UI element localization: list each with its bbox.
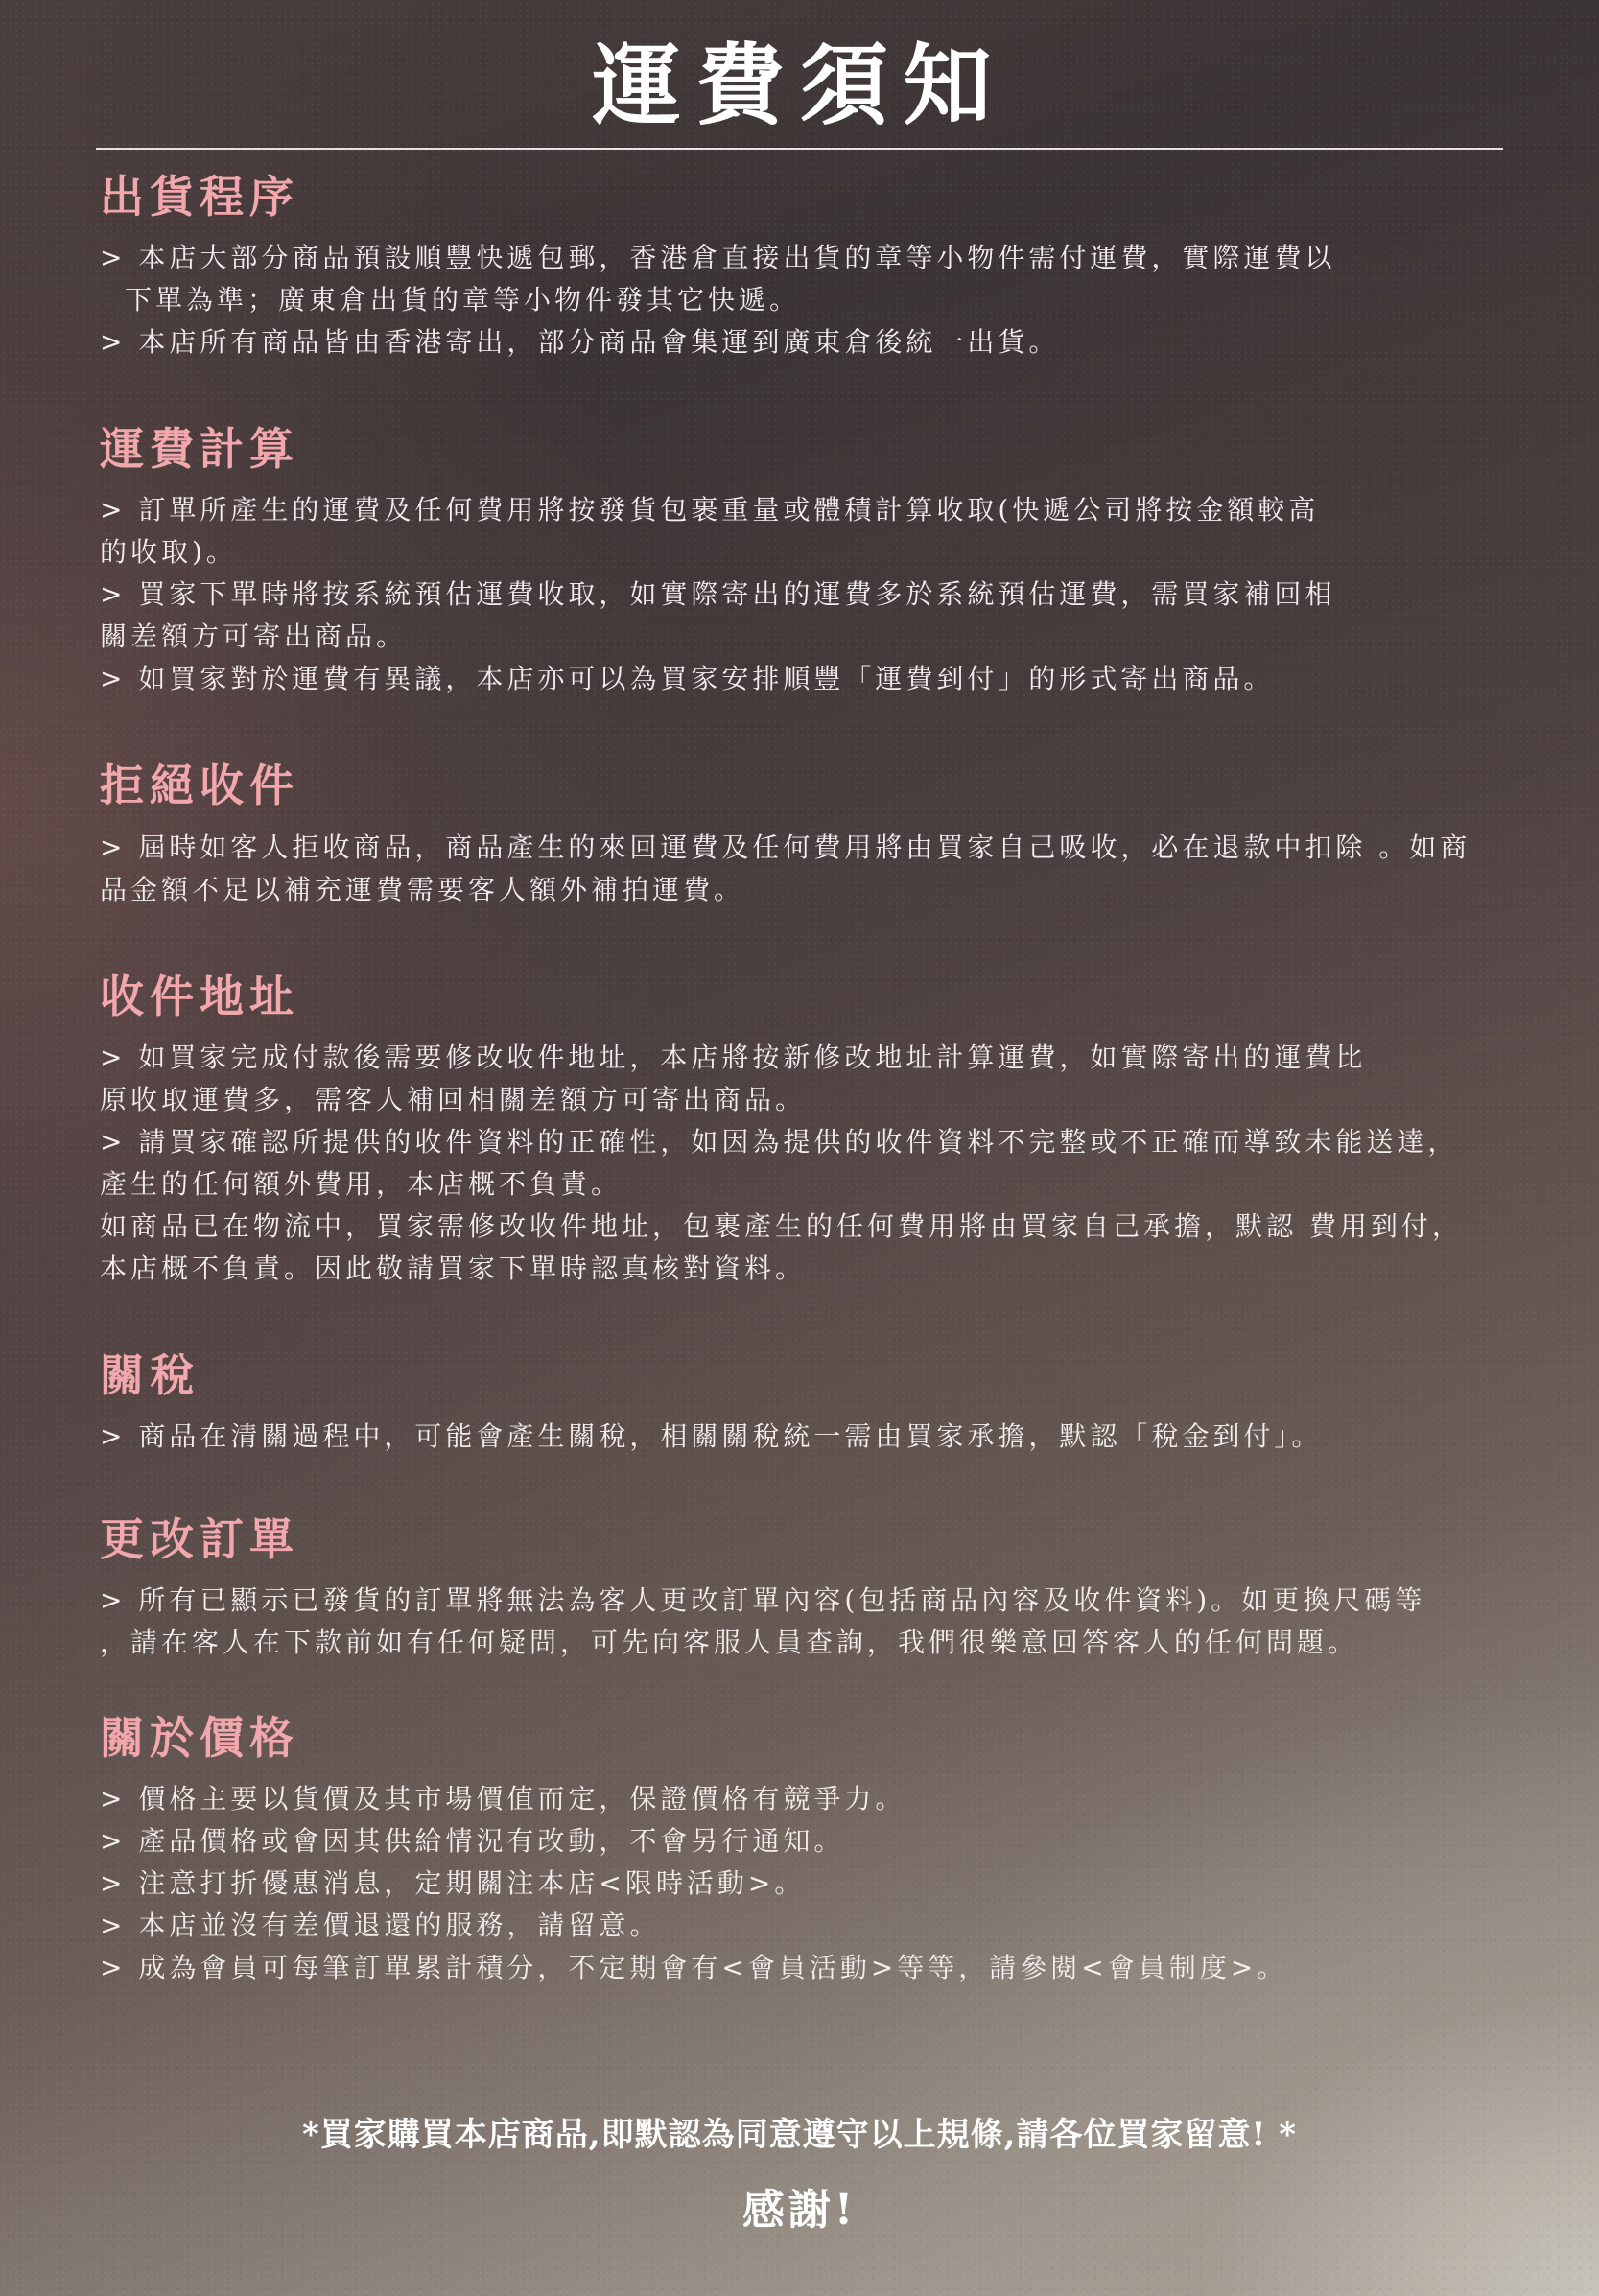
section-line: > 訂單所產生的運費及任何費用將按發貨包裹重量或體積計算收取(快遞公司將按金額較高 xyxy=(100,494,1320,527)
page-title: 運費須知 xyxy=(592,34,1007,137)
section-shipping-calculation xyxy=(100,423,1500,700)
section-line: 關差額方可寄出商品。 xyxy=(100,621,408,653)
section-line: 如商品已在物流中，買家需修改收件地址，包裹產生的任何費用將由買家自己承擔，默認 費用到付， xyxy=(100,1209,1463,1242)
section-line: > 買家下單時將按系統預估運費收取，如實際寄出的運費多於系統預估運費，需買家補回相 xyxy=(100,578,1336,611)
section-line: > 本店並沒有差價退還的服務，請留意。 xyxy=(100,1909,661,1942)
section-heading: 收件地址 xyxy=(100,970,299,1022)
title-divider xyxy=(96,148,1503,150)
section-heading: 運費計算 xyxy=(100,423,299,476)
section-line: 品金額不足以補充運費需要客人額外補拍運費。 xyxy=(100,873,745,905)
section-line: > 本店所有商品皆由香港寄出，部分商品會集運到廣東倉後統一出貨。 xyxy=(100,326,1060,359)
notice-content xyxy=(100,171,1500,1989)
section-line: > 所有已顯示已發貨的訂單將無法為客人更改訂單內容(包括商品內容及收件資料)。如更換尺碼等 xyxy=(100,1584,1426,1617)
section-line: > 本店大部分商品預設順豐快遞包郵，香港倉直接出貨的章等小物件需付運費，實際運費以 xyxy=(100,242,1336,274)
section-heading: 更改訂單 xyxy=(100,1512,299,1565)
section-line: > 如買家完成付款後需要修改收件地址，本店將按新修改地址計算運費，如實際寄出的運費比 xyxy=(100,1041,1367,1073)
section-heading: 拒絕收件 xyxy=(100,760,299,812)
section-line: 原收取運費多，需客人補回相關差額方可寄出商品。 xyxy=(100,1083,807,1115)
section-line: 下單為準；廣東倉出貨的章等小物件發其它快遞。 xyxy=(125,284,801,316)
section-heading: 出貨程序 xyxy=(100,171,299,223)
section-order-change xyxy=(100,1513,1500,1664)
section-heading: 關稅 xyxy=(100,1348,200,1401)
section-line: 的收取)。 xyxy=(100,536,237,569)
section-pricing xyxy=(100,1712,1500,1989)
section-line: > 產品價格或會因其供給情況有改動，不會另行通知。 xyxy=(100,1825,845,1858)
section-refuse-delivery xyxy=(100,760,1500,910)
section-line: > 如買家對於運費有異議，本店亦可以為買家安排順豐「運費到付」的形式寄出商品。 xyxy=(100,663,1275,695)
section-heading: 關於價格 xyxy=(100,1712,299,1765)
section-line: > 屆時如客人拒收商品，商品產生的來回運費及任何費用將由買家自己吸收，必在退款中扣除 。如商 xyxy=(100,831,1471,863)
section-shipping-procedure xyxy=(100,171,1500,363)
section-line: > 請買家確認所提供的收件資料的正確性，如因為提供的收件資料不完整或不正確而導致未能送達， xyxy=(100,1125,1459,1158)
section-line: > 成為會員可每筆訂單累計積分，不定期會有<會員活動>等等，請參閱<會員制度>。 xyxy=(100,1952,1288,1984)
section-delivery-address xyxy=(100,971,1500,1290)
section-customs-duty xyxy=(100,1349,1500,1458)
section-line: > 注意打折優惠消息，定期關注本店<限時活動>。 xyxy=(100,1867,806,1900)
section-line: > 商品在清關過程中，可能會產生關稅，相關關稅統一需由買家承擔，默認「稅金到付」。 xyxy=(100,1419,1323,1452)
section-line: ，請在客人在下款前如有任何疑問，可先向客服人員查詢，我們很樂意回答客人的任何問題。 xyxy=(100,1627,1359,1659)
footer-agreement-note: *買家購買本店商品,即默認為同意遵守以上規條,請各位買家留意! * xyxy=(302,2116,1297,2154)
section-line: > 價格主要以貨價及其市場價值而定，保證價格有競爭力。 xyxy=(100,1783,906,1816)
section-line: 本店概不負責。因此敬請買家下單時認真核對資料。 xyxy=(100,1252,807,1284)
section-line: 產生的任何額外費用，本店概不負責。 xyxy=(100,1167,623,1200)
footer-thanks: 感謝! xyxy=(741,2186,858,2235)
